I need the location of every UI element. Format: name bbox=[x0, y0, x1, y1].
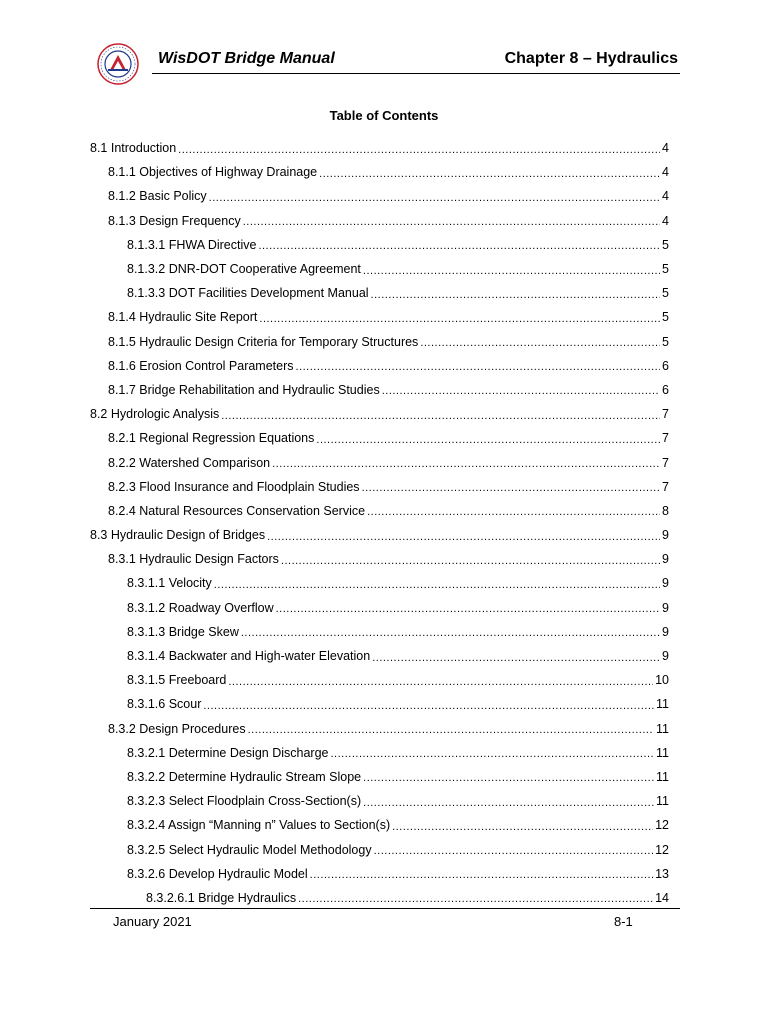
toc-entry-label: 8.3.2.6.1 Bridge Hydraulics bbox=[146, 890, 297, 905]
toc-leader-dots bbox=[281, 555, 660, 567]
toc-leader-dots bbox=[316, 434, 660, 446]
toc-entry-page: 7 bbox=[662, 455, 669, 470]
toc-leader-dots bbox=[272, 458, 660, 470]
toc-entry-page: 4 bbox=[662, 141, 669, 156]
toc-entry-page: 8 bbox=[662, 503, 669, 518]
wisdot-seal-icon bbox=[96, 42, 140, 86]
toc-entry-label: 8.3.1.5 Freeboard bbox=[127, 673, 227, 688]
toc-entry-label: 8.3 Hydraulic Design of Bridges bbox=[90, 528, 266, 543]
toc-entry-label: 8.3.2 Design Procedures bbox=[108, 721, 246, 736]
toc-entry[interactable] bbox=[90, 862, 669, 886]
toc-entry-page: 9 bbox=[662, 552, 669, 567]
toc-entry[interactable] bbox=[90, 402, 669, 426]
toc-entry[interactable] bbox=[90, 233, 669, 257]
toc-entry-label: 8.3.1 Hydraulic Design Factors bbox=[108, 552, 279, 567]
toc-entry-page: 5 bbox=[662, 286, 669, 301]
toc-entry-page: 5 bbox=[662, 310, 669, 325]
toc-entry[interactable] bbox=[90, 765, 669, 789]
toc-leader-dots bbox=[382, 385, 660, 397]
toc-entry-label: 8.1.6 Erosion Control Parameters bbox=[108, 358, 294, 373]
toc-leader-dots bbox=[372, 652, 660, 664]
toc-leader-dots bbox=[298, 893, 653, 905]
toc-entry-page: 9 bbox=[662, 600, 669, 615]
toc-entry-label: 8.3.2.2 Determine Hydraulic Stream Slope bbox=[127, 769, 362, 784]
toc-leader-dots bbox=[319, 168, 660, 180]
toc-entry-label: 8.3.2.3 Select Floodplain Cross-Section(s) bbox=[127, 794, 362, 809]
toc-leader-dots bbox=[203, 700, 654, 712]
toc-entry[interactable] bbox=[90, 886, 669, 910]
toc-entry-page: 12 bbox=[655, 818, 669, 833]
toc-entry-label: 8.2 Hydrologic Analysis bbox=[90, 407, 220, 422]
toc-entry-page: 9 bbox=[662, 576, 669, 591]
toc-entry[interactable] bbox=[90, 378, 669, 402]
toc-entry-page: 9 bbox=[662, 624, 669, 639]
toc-entry[interactable] bbox=[90, 426, 669, 450]
toc-entry-label: 8.3.1.4 Backwater and High-water Elevation bbox=[127, 649, 371, 664]
toc-entry-page: 7 bbox=[662, 479, 669, 494]
page-header bbox=[96, 40, 680, 84]
toc-leader-dots bbox=[296, 361, 661, 373]
toc-entry[interactable] bbox=[90, 209, 669, 233]
toc-leader-dots bbox=[178, 144, 660, 156]
toc-entry[interactable] bbox=[90, 330, 669, 354]
footer-rule bbox=[90, 908, 680, 909]
footer-page-number: 8-1 bbox=[614, 914, 633, 929]
toc-entry-page: 11 bbox=[656, 794, 669, 809]
toc-leader-dots bbox=[374, 845, 654, 857]
toc-leader-dots bbox=[310, 869, 653, 881]
toc-entry-label: 8.3.1.6 Scour bbox=[127, 697, 202, 712]
toc-entry-page: 7 bbox=[662, 407, 669, 422]
toc-entry-label: 8.1.3.3 DOT Facilities Development Manual bbox=[127, 286, 369, 301]
table-of-contents bbox=[90, 136, 669, 910]
toc-leader-dots bbox=[276, 603, 660, 615]
toc-entry-page: 5 bbox=[662, 237, 669, 252]
footer-date: January 2021 bbox=[113, 914, 192, 929]
toc-entry[interactable] bbox=[90, 668, 669, 692]
toc-entry[interactable] bbox=[90, 136, 669, 160]
toc-entry-label: 8.1.1 Objectives of Highway Drainage bbox=[108, 165, 318, 180]
toc-entry-page: 12 bbox=[655, 842, 669, 857]
toc-entry-label: 8.2.1 Regional Regression Equations bbox=[108, 431, 315, 446]
toc-entry-page: 11 bbox=[656, 745, 669, 760]
toc-leader-dots bbox=[267, 531, 660, 543]
toc-leader-dots bbox=[248, 724, 654, 736]
toc-entry-page: 11 bbox=[656, 721, 669, 736]
toc-entry[interactable] bbox=[90, 837, 669, 861]
toc-entry-label: 8.1.5 Hydraulic Design Criteria for Temporary Structures bbox=[108, 334, 419, 349]
toc-entry-label: 8.3.1.2 Roadway Overflow bbox=[127, 600, 274, 615]
toc-entry-label: 8.1.2 Basic Policy bbox=[108, 189, 207, 204]
toc-leader-dots bbox=[392, 821, 653, 833]
toc-entry-page: 9 bbox=[662, 649, 669, 664]
toc-entry-page: 4 bbox=[662, 213, 669, 228]
toc-entry-page: 4 bbox=[662, 189, 669, 204]
toc-entry[interactable] bbox=[90, 692, 669, 716]
toc-entry[interactable] bbox=[90, 475, 669, 499]
toc-entry[interactable] bbox=[90, 450, 669, 474]
toc-entry-page: 5 bbox=[662, 262, 669, 277]
toc-entry-label: 8.2.4 Natural Resources Conservation Service bbox=[108, 503, 366, 518]
toc-entry[interactable] bbox=[90, 571, 669, 595]
toc-leader-dots bbox=[221, 410, 660, 422]
toc-leader-dots bbox=[259, 313, 660, 325]
toc-entry-page: 7 bbox=[662, 431, 669, 446]
toc-entry[interactable] bbox=[90, 184, 669, 208]
toc-leader-dots bbox=[241, 627, 660, 639]
toc-entry[interactable] bbox=[90, 813, 669, 837]
toc-entry[interactable] bbox=[90, 547, 669, 571]
toc-entry[interactable] bbox=[90, 620, 669, 644]
toc-entry[interactable] bbox=[90, 281, 669, 305]
toc-entry-page: 13 bbox=[655, 866, 669, 881]
toc-entry-label: 8.1.3 Design Frequency bbox=[108, 213, 241, 228]
toc-leader-dots bbox=[363, 797, 654, 809]
toc-entry-label: 8.3.2.6 Develop Hydraulic Model bbox=[127, 866, 308, 881]
toc-entry-page: 9 bbox=[662, 528, 669, 543]
toc-entry-label: 8.1.7 Bridge Rehabilitation and Hydraulic Studies bbox=[108, 382, 380, 397]
toc-entry-page: 5 bbox=[662, 334, 669, 349]
toc-leader-dots bbox=[362, 482, 660, 494]
toc-entry[interactable] bbox=[90, 354, 669, 378]
toc-leader-dots bbox=[371, 289, 661, 301]
toc-entry-label: 8.2.3 Flood Insurance and Floodplain Studies bbox=[108, 479, 360, 494]
toc-entry-page: 11 bbox=[656, 769, 669, 784]
toc-leader-dots bbox=[214, 579, 660, 591]
toc-entry[interactable] bbox=[90, 305, 669, 329]
toc-entry[interactable] bbox=[90, 160, 669, 184]
toc-leader-dots bbox=[420, 337, 660, 349]
toc-entry[interactable] bbox=[90, 257, 669, 281]
toc-entry[interactable] bbox=[90, 741, 669, 765]
toc-entry-page: 14 bbox=[655, 890, 669, 905]
toc-entry-page: 11 bbox=[656, 697, 669, 712]
toc-leader-dots bbox=[363, 772, 654, 784]
toc-entry-label: 8.1.3.1 FHWA Directive bbox=[127, 237, 257, 252]
toc-entry-label: 8.3.1.1 Velocity bbox=[127, 576, 212, 591]
toc-entry-page: 6 bbox=[662, 358, 669, 373]
toc-leader-dots bbox=[367, 506, 660, 518]
chapter-title: Chapter 8 – Hydraulics bbox=[504, 50, 678, 67]
toc-entry-label: 8.3.2.4 Assign “Manning n” Values to Section(s) bbox=[127, 818, 391, 833]
toc-entry-page: 10 bbox=[655, 673, 669, 688]
toc-entry-page: 4 bbox=[662, 165, 669, 180]
toc-entry[interactable] bbox=[90, 644, 669, 668]
toc-entry-label: 8.1.4 Hydraulic Site Report bbox=[108, 310, 258, 325]
toc-entry-label: 8.2.2 Watershed Comparison bbox=[108, 455, 271, 470]
toc-entry-label: 8.3.2.1 Determine Design Discharge bbox=[127, 745, 329, 760]
toc-entry-label: 8.1.3.2 DNR-DOT Cooperative Agreement bbox=[127, 262, 361, 277]
toc-entry-page: 6 bbox=[662, 382, 669, 397]
manual-title: WisDOT Bridge Manual bbox=[158, 50, 335, 67]
toc-title: Table of Contents bbox=[329, 108, 439, 123]
toc-leader-dots bbox=[228, 676, 653, 688]
toc-leader-dots bbox=[363, 265, 660, 277]
toc-leader-dots bbox=[331, 748, 655, 760]
toc-leader-dots bbox=[258, 240, 660, 252]
header-rule bbox=[152, 73, 680, 74]
toc-leader-dots bbox=[209, 192, 660, 204]
toc-leader-dots bbox=[243, 216, 660, 228]
toc-entry[interactable] bbox=[90, 717, 669, 741]
toc-entry[interactable] bbox=[90, 596, 669, 620]
toc-entry-label: 8.1 Introduction bbox=[90, 141, 177, 156]
toc-entry[interactable] bbox=[90, 523, 669, 547]
toc-entry[interactable] bbox=[90, 789, 669, 813]
toc-entry-label: 8.3.2.5 Select Hydraulic Model Methodology bbox=[127, 842, 372, 857]
toc-entry[interactable] bbox=[90, 499, 669, 523]
toc-entry-label: 8.3.1.3 Bridge Skew bbox=[127, 624, 239, 639]
